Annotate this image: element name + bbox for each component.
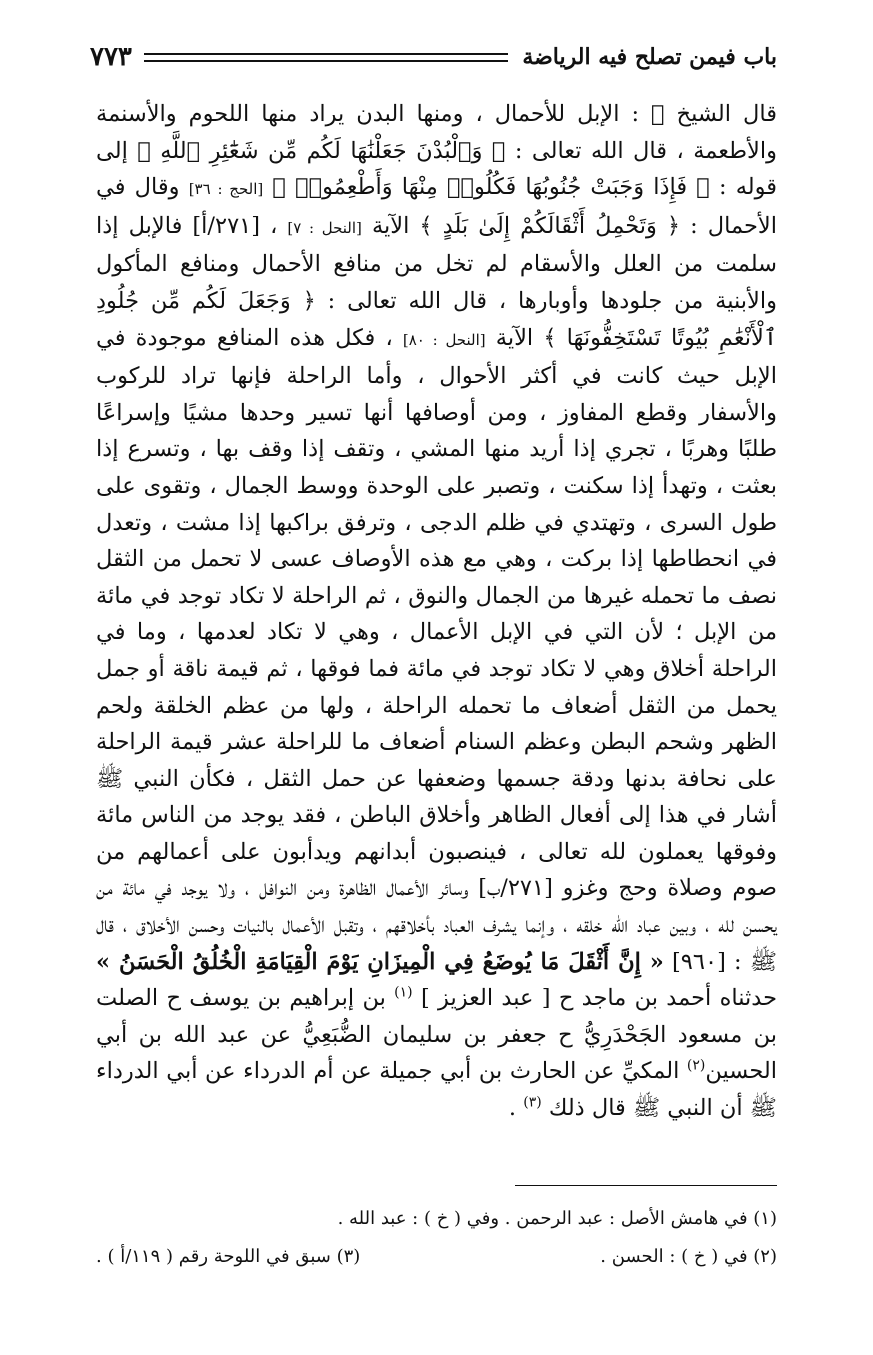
quran-reference: [النحل : ٧] [287, 218, 362, 237]
text-segment: قال الشيخ ﷺ : الإبل للأحمال ، ومنها البدن يراد منها اللحوم والأسنمة والأطعمة ، قال الله تعالى : ﴿ وَٱلْبُدْنَ جَعَلْنَٰهَا لَكُم مِّن شَعَٰٓئِرِ ٱللَّهِ ﴾ إلى قوله : ﴿ فَإِذَا وَجَبَتْ جُنُوبُهَا فَكُلُوا۟ مِنْهَا وَأَطْعِمُوا۟ ﴾ [96, 101, 777, 201]
main-text [96, 96, 777, 1127]
text-segment: ، فكل هذه المنافع موجودة في الإبل حيث كانت في أكثر الأحوال ، وأما الراحلة فإنها تراد للركوب والأسفار وقطع المفاوز ، ومن أوصافها أنها تسير وحدها مشيًا وإسراعًا طلبًا وهربًا ، تجري إذا أريد منها المشي ، وتقف إذا وقف بها ، وتسرع إذا بعثت ، وتهدأ إذا سكنت ، وتصبر على الوحدة ووسط الجمال ، وتقوى على طول السرى ، وتهتدي في ظلم الدجى ، وترفق براكبها إذا مشت ، وتعدل في انحطاطها إذا بركت ، وهي مع هذه الأوصاف عسى لا تحمل من الثقل نصف ما تحمله غيرها من الجمال والنوق ، ثم الراحلة لا تكاد توجد في مائة من الإبل ؛ لأن التي في الإبل الأعمال ، وهي لا تكاد لعدمها ، وما في الراحلة أخلاق وهي لا تكاد توجد في مائة فما فوقها ، ثم قيمة ناقة أو جمل يحمل من الثقل أضعاف ما تحمله الراحلة ، ولها من عظم الخلقة ولحم الظهر وشحم البطن وعظم السنام أضعاف ما للراحلة عشر قيمة الراحلة على نحافة بدنها ودقة جسمها وضعفها عن حمل الثقل ، فكأن النبي ﷺ أشار في هذا إلى أفعال الظاهر وأخلاق الباطن ، فقد يوجد من الناس مائة وفوقها يعملون لله تعالى ، فينصبون أبدانهم ويدأبون على أعمالهم من صوم وصلاة وحج وغزو [٢٧١/ب] وسائر الأعمال الظاهرة ومن النوافل ، ولا يوجد في مائة من يحسن لله ، وبين عباد الله خلقه ، وإنما يشرف العباد بأخلاقهم ، وتقبل الأعمال بالنيات وحسن الأخلاق ، قال ﷺ : [٩٦٠] [96, 324, 778, 975]
footnote-row [96, 1238, 777, 1276]
page-number: ٧٧٣ [90, 42, 132, 72]
footnote-marker: (٣) [523, 1094, 542, 1111]
footnote-3: (٣) سبق في اللوحة رقم ( ١١٩/أ ) . [96, 1246, 361, 1267]
footnote-marker: (١) [394, 984, 413, 1001]
text-segment: ، [٢٧١/أ] فالإبل إذا سلمت من العلل والأسقام لم تخل من منافع الأحمال ومنافع المأكول والأبنية من جلودها وأوبارها ، قال الله تعالى : ﴿ وَجَعَلَ لَكُم مِّن جُلُودِ ٱلْأَنْعَٰمِ بُيُوتًا تَسْتَخِفُّونَهَا ﴾ الآية [96, 212, 777, 351]
footnote-1: (١) في هامش الأصل : عبد الرحمن . وفي ( خ ) : عبد الله . [337, 1208, 777, 1229]
hadith-text: « إِنَّ أَثْقَلَ مَا يُوضَعُ فِي الْمِيزَانِ يَوْمَ الْقِيَامَةِ الْخُلُقُ الْحَسَنُ » [96, 948, 664, 975]
footnote-row [96, 1200, 777, 1238]
quran-reference: [الحج : ٣٦] [188, 180, 264, 199]
quran-reference: [النحل : ٨٠] [402, 330, 486, 349]
main-paragraph [96, 96, 777, 1127]
header-rule [144, 53, 508, 62]
text-segment: حدثناه أحمد بن ماجد ح [ عبد العزيز ] [420, 985, 777, 1012]
text-segment: بن إبراهيم بن يوسف ح الصلت بن مسعود الجَحْدَرِيُّ ح جعفر بن سليمان الضُّبَعِيُّ عن عبد الله بن أبي الحسين [96, 985, 778, 1085]
page-header [90, 32, 777, 82]
chapter-title: باب فيمن تصلح فيه الرياضة [522, 44, 777, 70]
footnote-separator [515, 1185, 777, 1186]
text-segment: المكيِّ عن الحارث بن أبي جميلة عن أم الدرداء عن أبي الدرداء ﷺ أن النبي ﷺ قال ذلك [96, 1058, 777, 1122]
text-segment: وقال في الأحمال : ﴿ وَتَحْمِلُ أَثْقَالَكُمْ إِلَىٰ بَلَدٍ ﴾ الآية [96, 174, 777, 239]
footnote-2: (٢) في ( خ ) : الحسن . [600, 1246, 777, 1267]
text-segment: . [508, 1095, 517, 1122]
footnotes [96, 1200, 777, 1276]
footnote-marker: (٢) [686, 1057, 706, 1074]
